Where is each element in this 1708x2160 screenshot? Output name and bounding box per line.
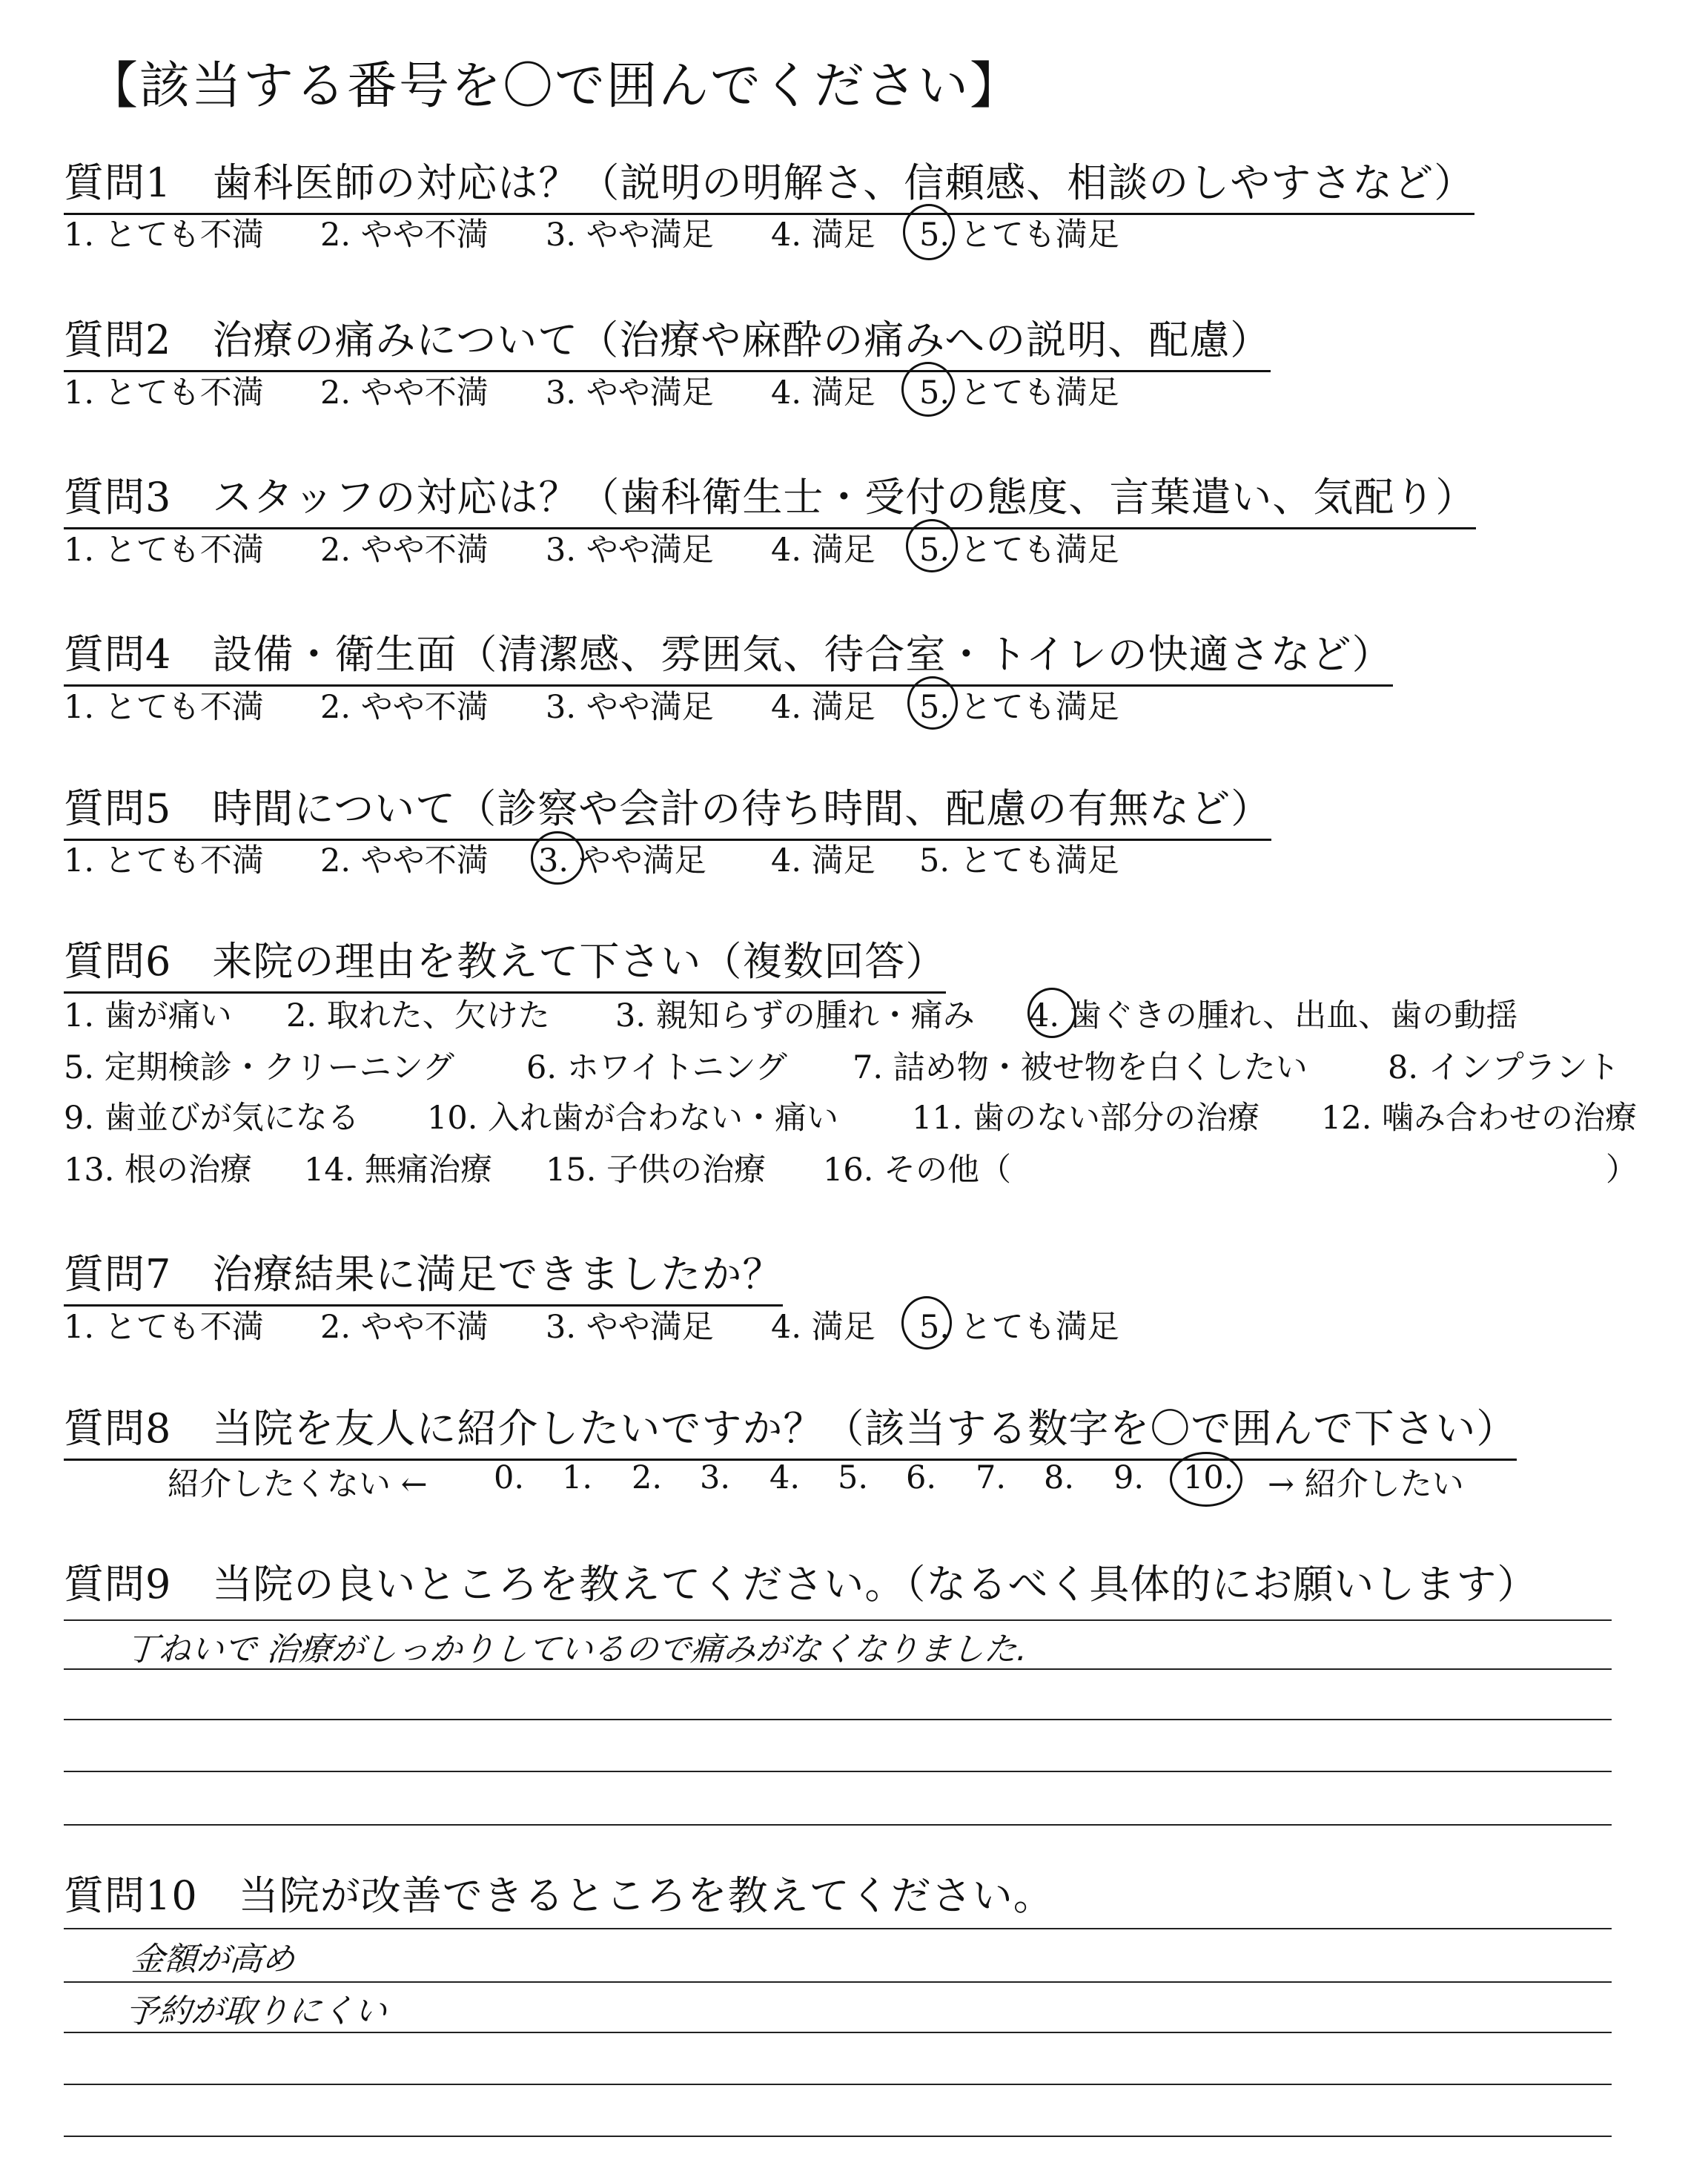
option-5[interactable]: 5. とても満足 bbox=[919, 532, 1119, 569]
q8-number-8[interactable]: 8. bbox=[1044, 1459, 1075, 1496]
option-5[interactable]: 5. とても満足 bbox=[919, 842, 1119, 879]
option-1[interactable]: 1. 歯が痛い bbox=[64, 997, 232, 1034]
question-1-title: 質問1 歯科医師の対応は？（説明の明解さ、信頼感、相談のしやすさなど） bbox=[64, 151, 1474, 215]
option-3[interactable]: 3. やや満足 bbox=[546, 374, 714, 412]
option-4[interactable]: 4. 歯ぐきの腫れ、出血、歯の動揺 bbox=[1029, 997, 1518, 1034]
option-2[interactable]: 2. 取れた、欠けた bbox=[286, 997, 550, 1034]
option-14[interactable]: 14. 無痛治療 bbox=[304, 1152, 493, 1189]
q8-number-9[interactable]: 9. bbox=[1113, 1459, 1145, 1496]
option-4[interactable]: 4. 満足 bbox=[771, 217, 875, 254]
option-3[interactable]: 3. やや満足 bbox=[546, 689, 714, 726]
option-15[interactable]: 15. 子供の治療 bbox=[546, 1152, 767, 1189]
question-8-title: 質問8 当院を友人に紹介したいですか？（該当する数字を〇で囲んで下さい） bbox=[64, 1397, 1517, 1461]
option-1[interactable]: 1. とても不満 bbox=[64, 842, 264, 879]
answer-line bbox=[64, 1719, 1612, 1720]
other-close-paren: ） bbox=[1606, 1152, 1638, 1189]
instruction-header: 【該当する番号を〇で囲んでください】 bbox=[87, 57, 1022, 116]
answer-line bbox=[64, 2032, 1612, 2033]
option-9[interactable]: 9. 歯並びが気になる bbox=[64, 1100, 360, 1137]
option-2[interactable]: 2. やや不満 bbox=[320, 1309, 489, 1346]
option-2[interactable]: 2. やや不満 bbox=[320, 374, 489, 412]
answer-line bbox=[64, 1824, 1612, 1826]
option-3[interactable]: 3. やや満足 bbox=[546, 1309, 714, 1346]
question-10-title: 質問10 当院が改善できるところを教えてください。 bbox=[64, 1872, 1054, 1919]
question-2-title: 質問2 治療の痛みについて（治療や麻酔の痛みへの説明、配慮） bbox=[64, 308, 1271, 372]
answer-line bbox=[64, 1981, 1612, 1983]
question-3-title: 質問3 スタッフの対応は？（歯科衛生士・受付の態度、言葉遣い、気配り） bbox=[64, 466, 1476, 529]
q8-right-label: → 紹介したい bbox=[1268, 1466, 1464, 1503]
answer-line bbox=[64, 1619, 1612, 1621]
q10-handwritten-answer-1[interactable]: 金額が高め bbox=[130, 1941, 297, 1978]
question-5-title: 質問5 時間について（診察や会計の待ち時間、配慮の有無など） bbox=[64, 777, 1271, 841]
option-16[interactable]: 16. その他（ bbox=[823, 1152, 1012, 1189]
option-11[interactable]: 11. 歯のない部分の治療 bbox=[912, 1100, 1260, 1137]
option-1[interactable]: 1. とても不満 bbox=[64, 689, 264, 726]
option-5[interactable]: 5. とても満足 bbox=[919, 689, 1119, 726]
question-6-title: 質問6 来院の理由を教えて下さい（複数回答） bbox=[64, 930, 946, 994]
option-2[interactable]: 2. やや不満 bbox=[320, 689, 489, 726]
option-2[interactable]: 2. やや不満 bbox=[320, 217, 489, 254]
option-5[interactable]: 5. 定期検診・クリーニング bbox=[64, 1049, 454, 1086]
option-13[interactable]: 13. 根の治療 bbox=[64, 1152, 253, 1189]
q8-number-1[interactable]: 1. bbox=[562, 1459, 593, 1496]
answer-line bbox=[64, 1928, 1612, 1929]
option-5[interactable]: 5. とても満足 bbox=[919, 374, 1119, 412]
option-10[interactable]: 10. 入れ歯が合わない・痛い bbox=[427, 1100, 839, 1137]
question-7-title: 質問7 治療結果に満足できましたか？ bbox=[64, 1243, 783, 1307]
option-3[interactable]: 3. 親知らずの腫れ・痛み bbox=[615, 997, 975, 1034]
question-9-title: 質問9 当院の良いところを教えてください。（なるべく具体的にお願いします） bbox=[64, 1561, 1538, 1608]
option-3[interactable]: 3. やや満足 bbox=[546, 532, 714, 569]
answer-line bbox=[64, 2136, 1612, 2137]
option-1[interactable]: 1. とても不満 bbox=[64, 1309, 264, 1346]
option-3[interactable]: 3. やや満足 bbox=[546, 217, 714, 254]
q10-handwritten-answer-2[interactable]: 予約が取りにくい bbox=[124, 1992, 388, 2030]
q8-number-5[interactable]: 5. bbox=[838, 1459, 869, 1496]
q8-number-7[interactable]: 7. bbox=[976, 1459, 1007, 1496]
option-4[interactable]: 4. 満足 bbox=[771, 842, 875, 879]
option-1[interactable]: 1. とても不満 bbox=[64, 374, 264, 412]
option-4[interactable]: 4. 満足 bbox=[771, 374, 875, 412]
option-1[interactable]: 1. とても不満 bbox=[64, 532, 264, 569]
q8-number-4[interactable]: 4. bbox=[769, 1459, 801, 1496]
option-12[interactable]: 12. 噛み合わせの治療 bbox=[1321, 1100, 1638, 1137]
option-4[interactable]: 4. 満足 bbox=[771, 1309, 875, 1346]
q8-left-label: 紹介したくない ← bbox=[168, 1466, 428, 1503]
option-1[interactable]: 1. とても不満 bbox=[64, 217, 264, 254]
question-4-title: 質問4 設備・衛生面（清潔感、雰囲気、待合室・トイレの快適さなど） bbox=[64, 623, 1393, 687]
option-5[interactable]: 5. とても満足 bbox=[919, 1309, 1119, 1346]
option-2[interactable]: 2. やや不満 bbox=[320, 842, 489, 879]
q8-number-6[interactable]: 6. bbox=[906, 1459, 937, 1496]
q9-handwritten-answer[interactable]: 丁ねいで 治療がしっかりしているので痛みがなくなりました. bbox=[124, 1631, 1029, 1668]
q8-number-3[interactable]: 3. bbox=[700, 1459, 731, 1496]
option-4[interactable]: 4. 満足 bbox=[771, 689, 875, 726]
option-7[interactable]: 7. 詰め物・被せ物を白くしたい bbox=[853, 1049, 1308, 1086]
answer-line bbox=[64, 2084, 1612, 2085]
option-2[interactable]: 2. やや不満 bbox=[320, 532, 489, 569]
option-5[interactable]: 5. とても満足 bbox=[919, 217, 1119, 254]
q8-number-0[interactable]: 0. bbox=[494, 1459, 525, 1496]
option-4[interactable]: 4. 満足 bbox=[771, 532, 875, 569]
option-8[interactable]: 8. インプラント bbox=[1388, 1049, 1620, 1086]
q8-number-2[interactable]: 2. bbox=[632, 1459, 663, 1496]
answer-line bbox=[64, 1771, 1612, 1772]
option-6[interactable]: 6. ホワイトニング bbox=[526, 1049, 787, 1086]
q8-number-10[interactable]: 10. bbox=[1183, 1459, 1234, 1496]
option-3[interactable]: 3. やや満足 bbox=[538, 842, 706, 879]
